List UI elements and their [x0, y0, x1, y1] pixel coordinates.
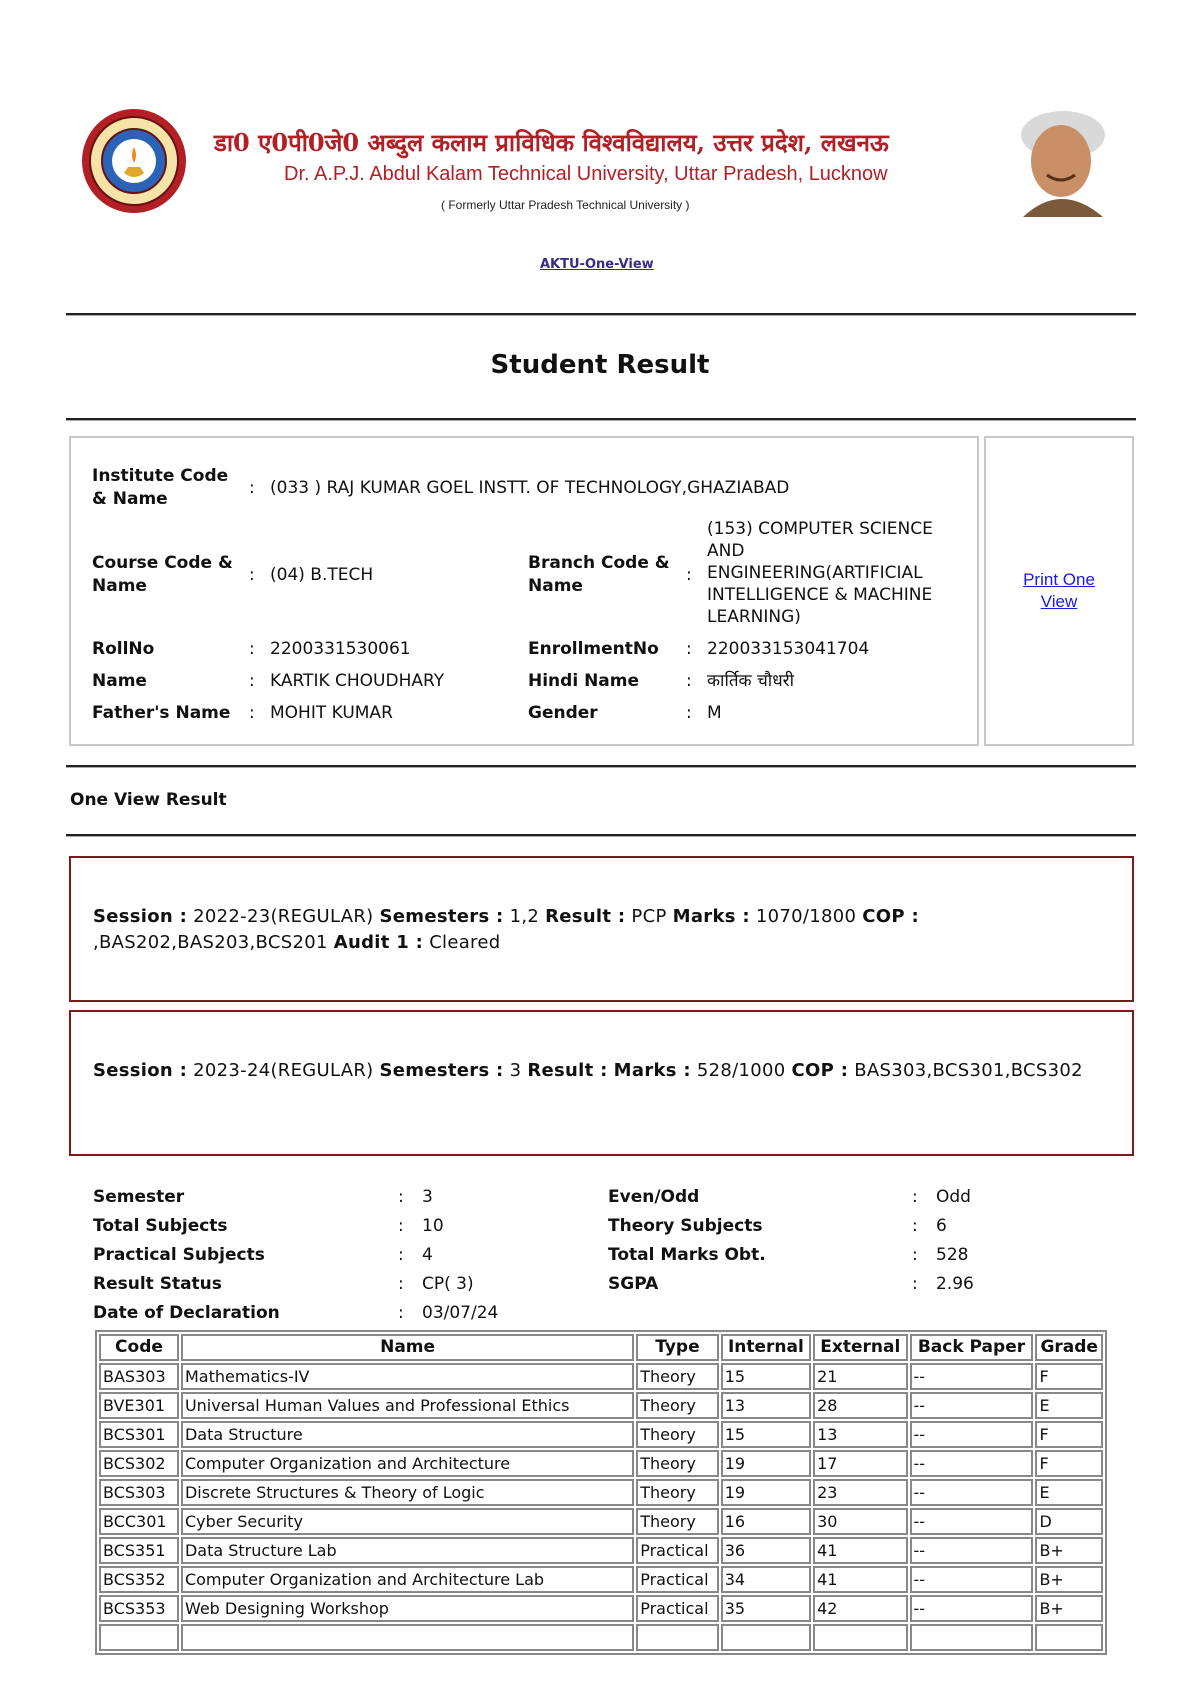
semester-value: 3 — [422, 1187, 433, 1207]
back-paper-cell: -- — [910, 1508, 1034, 1535]
back-paper-cell: -- — [910, 1537, 1034, 1564]
print-panel — [984, 436, 1134, 746]
colon: : — [912, 1245, 918, 1265]
table-row — [99, 1508, 1103, 1535]
hindi-name-value: कार्तिक चौधरी — [707, 671, 795, 691]
subject-type-cell: Theory — [636, 1508, 718, 1535]
one-view-result-heading: One View Result — [70, 790, 227, 810]
colon: : — [398, 1303, 404, 1323]
subject-type-cell: Practical — [636, 1595, 718, 1622]
subject-code-cell: BCS351 — [99, 1537, 179, 1564]
table-row — [99, 1450, 1103, 1477]
back-paper-cell: -- — [910, 1392, 1034, 1419]
name-label: Name — [92, 671, 147, 691]
session-card — [69, 1010, 1134, 1156]
subject-name-cell: Discrete Structures & Theory of Logic — [181, 1479, 634, 1506]
subject-name-cell: Data Structure — [181, 1421, 634, 1448]
father-name-value: MOHIT KUMAR — [270, 703, 393, 723]
subject-name-cell: Computer Organization and Architecture — [181, 1450, 634, 1477]
grade-cell: E — [1035, 1392, 1103, 1419]
total-marks-value: 528 — [936, 1245, 969, 1265]
internal-marks-cell: 36 — [721, 1537, 811, 1564]
external-marks-cell: 30 — [813, 1508, 907, 1535]
subject-code-cell: BCS301 — [99, 1421, 179, 1448]
marks-label: Marks : — [613, 1060, 691, 1081]
divider — [66, 418, 1136, 421]
cop-value: BAS303,BCS301,BCS302 — [854, 1060, 1083, 1081]
rollno-value: 2200331530061 — [270, 639, 411, 659]
back-paper-cell: -- — [910, 1566, 1034, 1593]
cop-label: COP : — [862, 906, 919, 927]
branch-value: (153) COMPUTER SCIENCE AND ENGINEERING(ARTIFICIAL INTELLIGENCE & MACHINE LEARNING) — [707, 519, 933, 627]
table-row — [99, 1421, 1103, 1448]
external-marks-cell: 23 — [813, 1479, 907, 1506]
session-summary — [93, 904, 1103, 956]
marks-value: 1070/1800 — [755, 906, 857, 927]
semesters-value: 1,2 — [509, 906, 540, 927]
internal-marks-cell: 19 — [721, 1479, 811, 1506]
subject-type-cell: Theory — [636, 1479, 718, 1506]
external-marks-cell — [813, 1624, 907, 1651]
abdul-kalam-portrait — [1003, 105, 1121, 217]
page-header — [0, 95, 1200, 225]
back-paper-cell: -- — [910, 1421, 1034, 1448]
session-summary — [93, 1058, 1103, 1084]
back-paper-cell: -- — [910, 1450, 1034, 1477]
subject-code-cell: BCS303 — [99, 1479, 179, 1506]
divider — [66, 765, 1136, 768]
theory-subjects-value: 6 — [936, 1216, 947, 1236]
total-marks-label: Total Marks Obt. — [608, 1245, 766, 1265]
internal-marks-cell — [721, 1624, 811, 1651]
column-header: Code — [99, 1334, 179, 1361]
course-value: (04) B.TECH — [270, 565, 374, 585]
result-label: Result : — [545, 906, 626, 927]
column-header: External — [813, 1334, 907, 1361]
grade-cell: E — [1035, 1479, 1103, 1506]
column-header: Grade — [1035, 1334, 1103, 1361]
semesters-value: 3 — [509, 1060, 522, 1081]
university-name-hindi: डा0 ए0पी0जे0 अब्दुल कलाम प्राविधिक विश्वविद्यालय, उत्तर प्रदेश, लखनऊ — [214, 128, 889, 157]
branch-label: Branch Code & Name — [528, 553, 670, 596]
cop-value: ,BAS202,BAS203,BCS201 — [93, 932, 328, 953]
student-info-panel — [69, 436, 979, 746]
subject-type-cell: Theory — [636, 1421, 718, 1448]
declaration-date-label: Date of Declaration — [93, 1303, 280, 1323]
divider — [66, 313, 1136, 316]
total-subjects-label: Total Subjects — [93, 1216, 228, 1236]
university-seal-icon — [80, 107, 188, 215]
gender-value: M — [707, 703, 722, 723]
enrollment-value: 220033153041704 — [707, 639, 870, 659]
subject-name-cell: Computer Organization and Architecture Lab — [181, 1566, 634, 1593]
practical-subjects-label: Practical Subjects — [93, 1245, 265, 1265]
table-row — [99, 1363, 1103, 1390]
colon: : — [686, 639, 692, 659]
sgpa-value: 2.96 — [936, 1274, 974, 1294]
declaration-date-value: 03/07/24 — [422, 1303, 499, 1323]
sgpa-label: SGPA — [608, 1274, 659, 1294]
colon: : — [249, 478, 255, 498]
internal-marks-cell: 16 — [721, 1508, 811, 1535]
even-odd-label: Even/Odd — [608, 1187, 700, 1207]
subject-type-cell: Theory — [636, 1450, 718, 1477]
subject-name-cell: Cyber Security — [181, 1508, 634, 1535]
table-row — [99, 1595, 1103, 1622]
table-header-row — [99, 1334, 1103, 1361]
column-header: Back Paper — [910, 1334, 1034, 1361]
result-value: PCP — [631, 906, 667, 927]
rollno-label: RollNo — [92, 639, 155, 659]
grade-cell: F — [1035, 1421, 1103, 1448]
subject-type-cell: Theory — [636, 1363, 718, 1390]
external-marks-cell: 13 — [813, 1421, 907, 1448]
back-paper-cell: -- — [910, 1595, 1034, 1622]
session-value: 2023-24(REGULAR) — [193, 1060, 374, 1081]
marks-label: Marks : — [672, 906, 750, 927]
colon: : — [912, 1187, 918, 1207]
colon: : — [912, 1216, 918, 1236]
session-card — [69, 856, 1134, 1002]
audit-label: Audit 1 : — [333, 932, 424, 953]
colon: : — [686, 671, 692, 691]
internal-marks-cell: 19 — [721, 1450, 811, 1477]
column-header: Internal — [721, 1334, 811, 1361]
subject-type-cell: Theory — [636, 1392, 718, 1419]
internal-marks-cell: 34 — [721, 1566, 811, 1593]
session-value: 2022-23(REGULAR) — [193, 906, 374, 927]
external-marks-cell: 17 — [813, 1450, 907, 1477]
subject-name-cell: Data Structure Lab — [181, 1537, 634, 1564]
column-header: Type — [636, 1334, 718, 1361]
back-paper-cell: -- — [910, 1363, 1034, 1390]
subject-type-cell — [636, 1624, 718, 1651]
grade-cell: F — [1035, 1450, 1103, 1477]
subject-code-cell: BCS352 — [99, 1566, 179, 1593]
subject-code-cell: BAS303 — [99, 1363, 179, 1390]
colon: : — [686, 703, 692, 723]
formerly-note: ( Formerly Uttar Pradesh Technical University ) — [441, 198, 690, 212]
marks-value: 528/1000 — [696, 1060, 786, 1081]
colon: : — [249, 565, 255, 585]
session-label: Session : — [93, 1060, 188, 1081]
semester-label: Semester — [93, 1187, 185, 1207]
colon: : — [398, 1216, 404, 1236]
table-row — [99, 1392, 1103, 1419]
total-subjects-value: 10 — [422, 1216, 444, 1236]
practical-subjects-value: 4 — [422, 1245, 433, 1265]
session-label: Session : — [93, 906, 188, 927]
colon: : — [398, 1187, 404, 1207]
table-row — [99, 1537, 1103, 1564]
internal-marks-cell: 15 — [721, 1363, 811, 1390]
colon: : — [912, 1274, 918, 1294]
even-odd-value: Odd — [936, 1187, 971, 1207]
back-paper-cell: -- — [910, 1479, 1034, 1506]
column-header: Name — [181, 1334, 634, 1361]
subject-code-cell: BCS302 — [99, 1450, 179, 1477]
result-status-value: CP( 3) — [422, 1274, 474, 1294]
internal-marks-cell: 35 — [721, 1595, 811, 1622]
colon: : — [249, 639, 255, 659]
subject-type-cell: Practical — [636, 1566, 718, 1593]
subject-code-cell: BCS353 — [99, 1595, 179, 1622]
audit-value: Cleared — [429, 932, 501, 953]
grade-cell: D — [1035, 1508, 1103, 1535]
back-paper-cell — [910, 1624, 1034, 1651]
subject-code-cell: BVE301 — [99, 1392, 179, 1419]
external-marks-cell: 41 — [813, 1566, 907, 1593]
colon: : — [249, 703, 255, 723]
table-row — [99, 1479, 1103, 1506]
colon: : — [398, 1274, 404, 1294]
internal-marks-cell: 13 — [721, 1392, 811, 1419]
institute-value: (033 ) RAJ KUMAR GOEL INSTT. OF TECHNOLOGY,GHAZIABAD — [270, 478, 790, 498]
result-status-label: Result Status — [93, 1274, 222, 1294]
name-value: KARTIK CHOUDHARY — [270, 671, 445, 691]
page-title: Student Result — [490, 350, 710, 380]
grade-cell: B+ — [1035, 1537, 1103, 1564]
table-row — [99, 1566, 1103, 1593]
external-marks-cell: 28 — [813, 1392, 907, 1419]
father-name-label: Father's Name — [92, 703, 231, 723]
semesters-label: Semesters : — [379, 906, 504, 927]
cop-label: COP : — [791, 1060, 849, 1081]
grade-cell: B+ — [1035, 1566, 1103, 1593]
institute-label: Institute Code & Name — [92, 466, 229, 509]
enrollment-label: EnrollmentNo — [528, 639, 659, 659]
print-one-view-link[interactable]: Print One View — [1023, 570, 1095, 611]
colon: : — [249, 671, 255, 691]
theory-subjects-label: Theory Subjects — [608, 1216, 763, 1236]
hindi-name-label: Hindi Name — [528, 671, 640, 691]
subject-name-cell — [181, 1624, 634, 1651]
subject-name-cell: Web Designing Workshop — [181, 1595, 634, 1622]
subject-name-cell: Universal Human Values and Professional Ethics — [181, 1392, 634, 1419]
internal-marks-cell: 15 — [721, 1421, 811, 1448]
grade-cell: B+ — [1035, 1595, 1103, 1622]
colon: : — [398, 1245, 404, 1265]
colon: : — [686, 565, 692, 585]
subject-code-cell: BCC301 — [99, 1508, 179, 1535]
course-label: Course Code & Name — [92, 553, 233, 596]
aktu-one-view-link[interactable]: AKTU-One-View — [540, 257, 654, 272]
grade-cell: F — [1035, 1363, 1103, 1390]
subject-name-cell: Mathematics-IV — [181, 1363, 634, 1390]
external-marks-cell: 41 — [813, 1537, 907, 1564]
external-marks-cell: 42 — [813, 1595, 907, 1622]
external-marks-cell: 21 — [813, 1363, 907, 1390]
marks-table — [95, 1330, 1107, 1655]
subject-type-cell: Practical — [636, 1537, 718, 1564]
university-name-english: Dr. A.P.J. Abdul Kalam Technical University, Uttar Pradesh, Lucknow — [284, 163, 888, 185]
gender-label: Gender — [528, 703, 598, 723]
semesters-label: Semesters : — [379, 1060, 504, 1081]
divider — [66, 834, 1136, 837]
grade-cell — [1035, 1624, 1103, 1651]
subject-code-cell — [99, 1624, 179, 1651]
table-row — [99, 1624, 1103, 1651]
result-label: Result : — [527, 1060, 608, 1081]
